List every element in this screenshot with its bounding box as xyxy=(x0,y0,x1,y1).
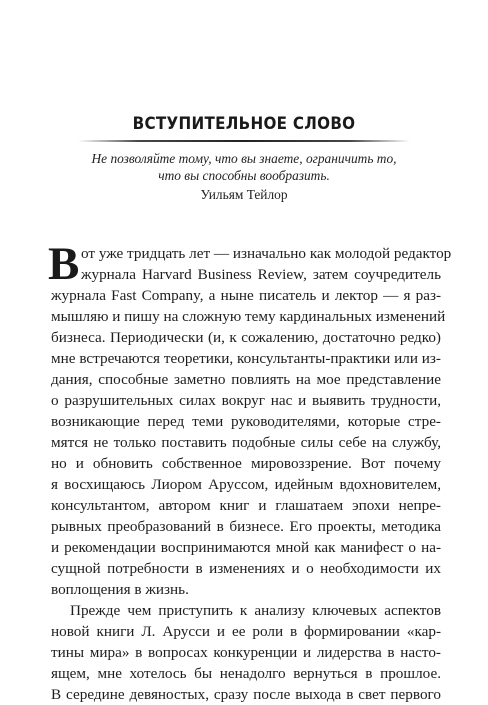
paragraph-line: Прежде чем приступить к анализу ключевых аспектов xyxy=(70,602,441,619)
epigraph xyxy=(60,150,428,184)
chapter-title: ВСТУПИТЕЛЬНОЕ СЛОВО xyxy=(132,114,356,133)
paragraph-line: рывных преобразований в бизнесе. Его проекты, методика xyxy=(51,518,441,535)
paragraph-line: мятся не только поставить подобные силы себе на службу, xyxy=(51,434,441,451)
body-text xyxy=(48,238,452,705)
title-divider xyxy=(78,140,410,142)
paragraph-line: В середине девяностых, сразу после выхода в свет первого xyxy=(51,686,441,703)
paragraph-line: но и обновить собственное мировоззрение. Вот почему xyxy=(51,455,441,472)
paragraph-line: тины мира» в вопросах конкуренции и лидерства в насто- xyxy=(51,644,441,661)
paragraph-line: сущной потребности в изменениях и о необходимости их xyxy=(51,560,441,577)
epigraph-line: Не позволяйте тому, что вы знаете, ограничить то, xyxy=(91,151,397,166)
paragraph-line: я восхищаюсь Лиором Аруссом, идейным вдохновителем, xyxy=(51,476,441,493)
paragraph-line: новой книги Л. Арусси и ее роли в формировании «кар- xyxy=(51,623,441,640)
paragraph-line: и рекомендации воспринимаются мной как манифест о на- xyxy=(51,539,441,556)
paragraph-line: консультантом, автором книг и глашатаем эпохи непре- xyxy=(51,497,441,514)
paragraph-line: мышляю и пишу на сложную тему кардинальных изменений xyxy=(51,308,446,325)
paragraph-line: бизнеса. Периодически (и, к сожалению, достаточно редко) xyxy=(51,329,441,346)
paragraph-line: ящем, мне хотелось бы ненадолго вернуться в прошлое. xyxy=(51,665,441,682)
drop-cap: В xyxy=(48,238,80,290)
paragraph-line: журнала Fast Company, а ныне писатель и лектор — я раз- xyxy=(51,287,441,304)
paragraph-line: журнала Harvard Business Review, затем соучредитель xyxy=(81,266,441,283)
paragraph-line: возникающие перед теми руководителями, которые стре- xyxy=(51,413,441,430)
paragraph-line: мне встречаются теоретики, консультанты-практики или из- xyxy=(51,350,441,367)
paragraph-line: от уже тридцать лет — изначально как молодой редактор xyxy=(81,245,452,262)
epigraph-line: что вы способны вообразить. xyxy=(158,168,330,183)
paragraph-line: о разрушительных силах вокруг нас и выявить трудности, xyxy=(51,392,441,409)
paragraph-line: воплощения в жизнь. xyxy=(51,581,189,598)
epigraph-author: Уильям Тейлор xyxy=(200,187,288,202)
paragraph-line: дания, способные заметно повлиять на мое представление xyxy=(51,371,441,388)
